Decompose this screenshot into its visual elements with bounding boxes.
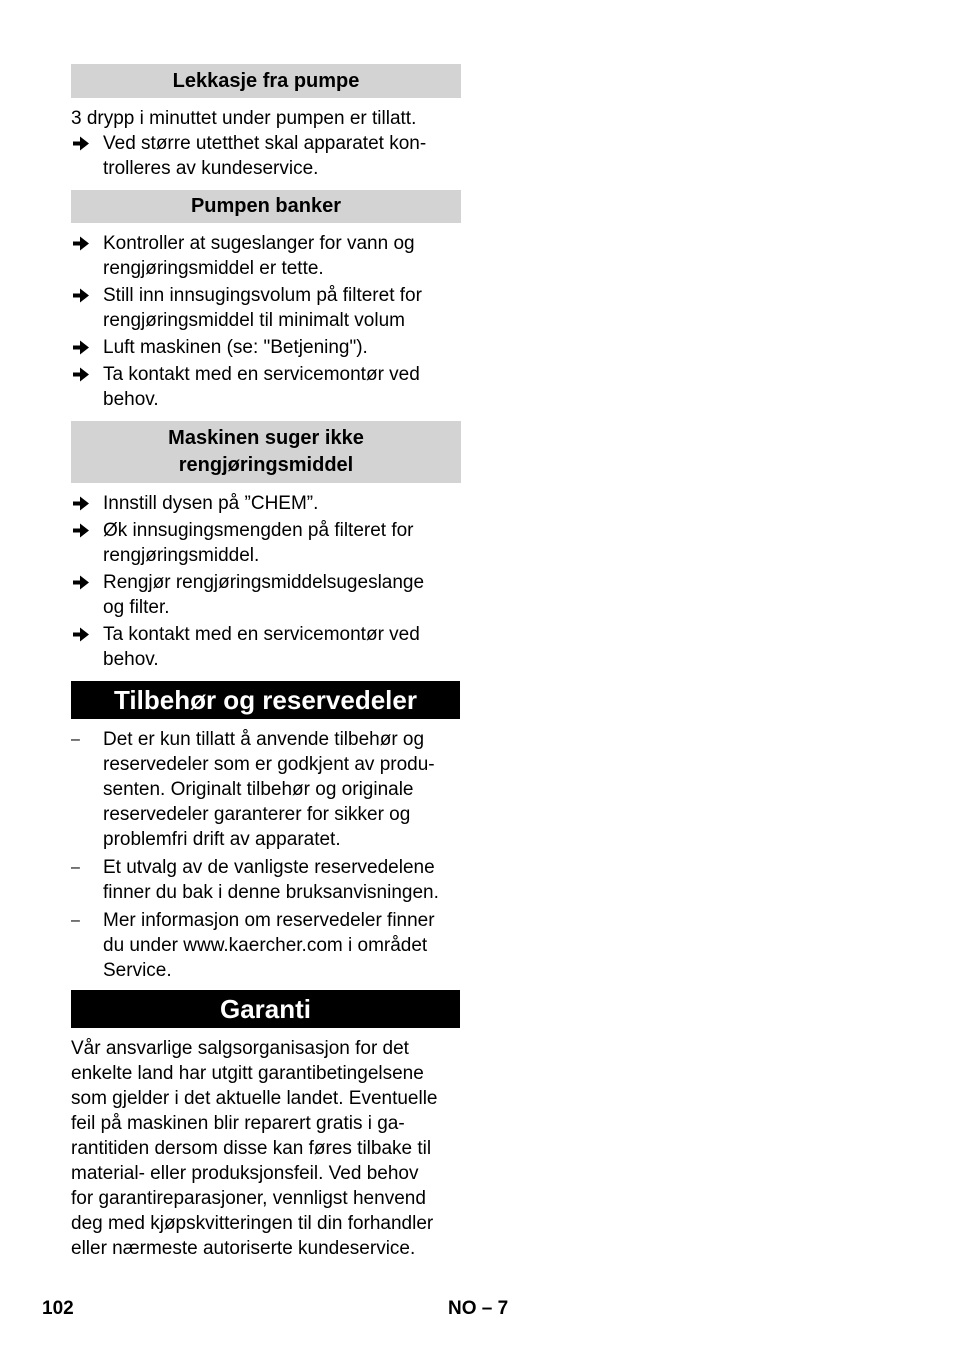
- list-item-text: Det er kun tillatt å anvende tilbehør og reservedeler som er godkjent av produ- senten. Originalt tilbehør og originale reservedeler garanterer for sikker og problemfri drift av apparatet.: [103, 729, 435, 850]
- list-item-text: Still inn innsugingsvolum på filteret for rengjøringsmiddel til minimalt volum: [103, 285, 422, 331]
- arrow-right-icon: [71, 283, 93, 308]
- dash-bullet: –: [71, 859, 80, 876]
- leak-list: [71, 131, 461, 181]
- arrow-right-icon: [71, 335, 93, 360]
- arrow-right-icon: [71, 362, 93, 387]
- list-item: [71, 362, 461, 412]
- section-heading-no-detergent: [71, 421, 461, 483]
- list-item-text: Ta kontakt med en servicemontør ved behov.: [103, 624, 420, 670]
- list-item-text: Innstill dysen på ”CHEM”.: [103, 493, 319, 514]
- section-heading-knock: Pumpen banker: [71, 190, 461, 223]
- list-item: [71, 491, 461, 516]
- list-item: [71, 231, 461, 281]
- list-item-text: Ta kontakt med en servicemontør ved behov.: [103, 364, 420, 410]
- section-heading-leak: Lekkasje fra pumpe: [71, 64, 461, 98]
- leak-text: 3 drypp i minuttet under pumpen er tillatt.: [71, 108, 417, 129]
- list-item-text: Luft maskinen (se: "Betjening").: [103, 337, 368, 358]
- footer-section-code: NO – 7: [448, 1298, 509, 1319]
- no-detergent-list: [71, 491, 461, 672]
- list-item: [71, 727, 461, 852]
- list-item: [71, 283, 461, 333]
- warranty-text: Vår ansvarlige salgsorganisasjon for det enkelte land har utgitt garantibetingelsene som gjelder i det aktuelle landet. Eventuelle feil på maskinen blir reparert gratis i ga- rantitiden dersom disse kan føres tilbake til material- eller produksjonsfeil. Ved behov for garantireparasjoner, vennligst henvend deg med kjøpskvitteringen til din forhandler eller nærmeste autoriserte kundeservice.: [71, 1038, 438, 1259]
- list-item-text: Rengjør rengjøringsmiddelsugeslange og filter.: [103, 572, 425, 618]
- parts-list: [71, 727, 461, 983]
- list-item: [71, 908, 461, 983]
- arrow-right-icon: [71, 518, 93, 543]
- arrow-right-icon: [71, 491, 93, 516]
- page-number: 102: [42, 1298, 74, 1319]
- list-item: [71, 570, 461, 620]
- list-item: [71, 855, 461, 905]
- dash-bullet: –: [71, 731, 80, 748]
- arrow-right-icon: [71, 570, 93, 595]
- list-item-text: Et utvalg av de vanligste reservedelene finner du bak i denne bruksanvisningen.: [103, 857, 439, 903]
- knock-list: [71, 231, 461, 412]
- list-item-text: Kontroller at sugeslanger for vann og rengjøringsmiddel er tette.: [103, 233, 415, 279]
- arrow-right-icon: [71, 231, 93, 256]
- heading-line-2: rengjøringsmiddel: [178, 454, 354, 476]
- list-item: [71, 622, 461, 672]
- section-heading-warranty: Garanti: [71, 990, 460, 1028]
- list-item: [71, 518, 461, 568]
- list-item-text: Øk innsugingsmengden på filteret for rengjøringsmiddel.: [103, 520, 414, 566]
- heading-line-1: Maskinen suger ikke: [168, 427, 364, 449]
- arrow-right-icon: [71, 622, 93, 647]
- section-heading-parts: Tilbehør og reservedeler: [71, 681, 460, 719]
- list-item-text: Mer informasjon om reservedeler finner du under www.kaercher.com i området Service.: [103, 910, 435, 981]
- list-item: [71, 131, 461, 181]
- list-item-text: Ved større utetthet skal apparatet kon- trolleres av kundeservice.: [103, 133, 427, 179]
- dash-bullet: –: [71, 912, 80, 929]
- arrow-right-icon: [71, 131, 93, 156]
- list-item: [71, 335, 461, 360]
